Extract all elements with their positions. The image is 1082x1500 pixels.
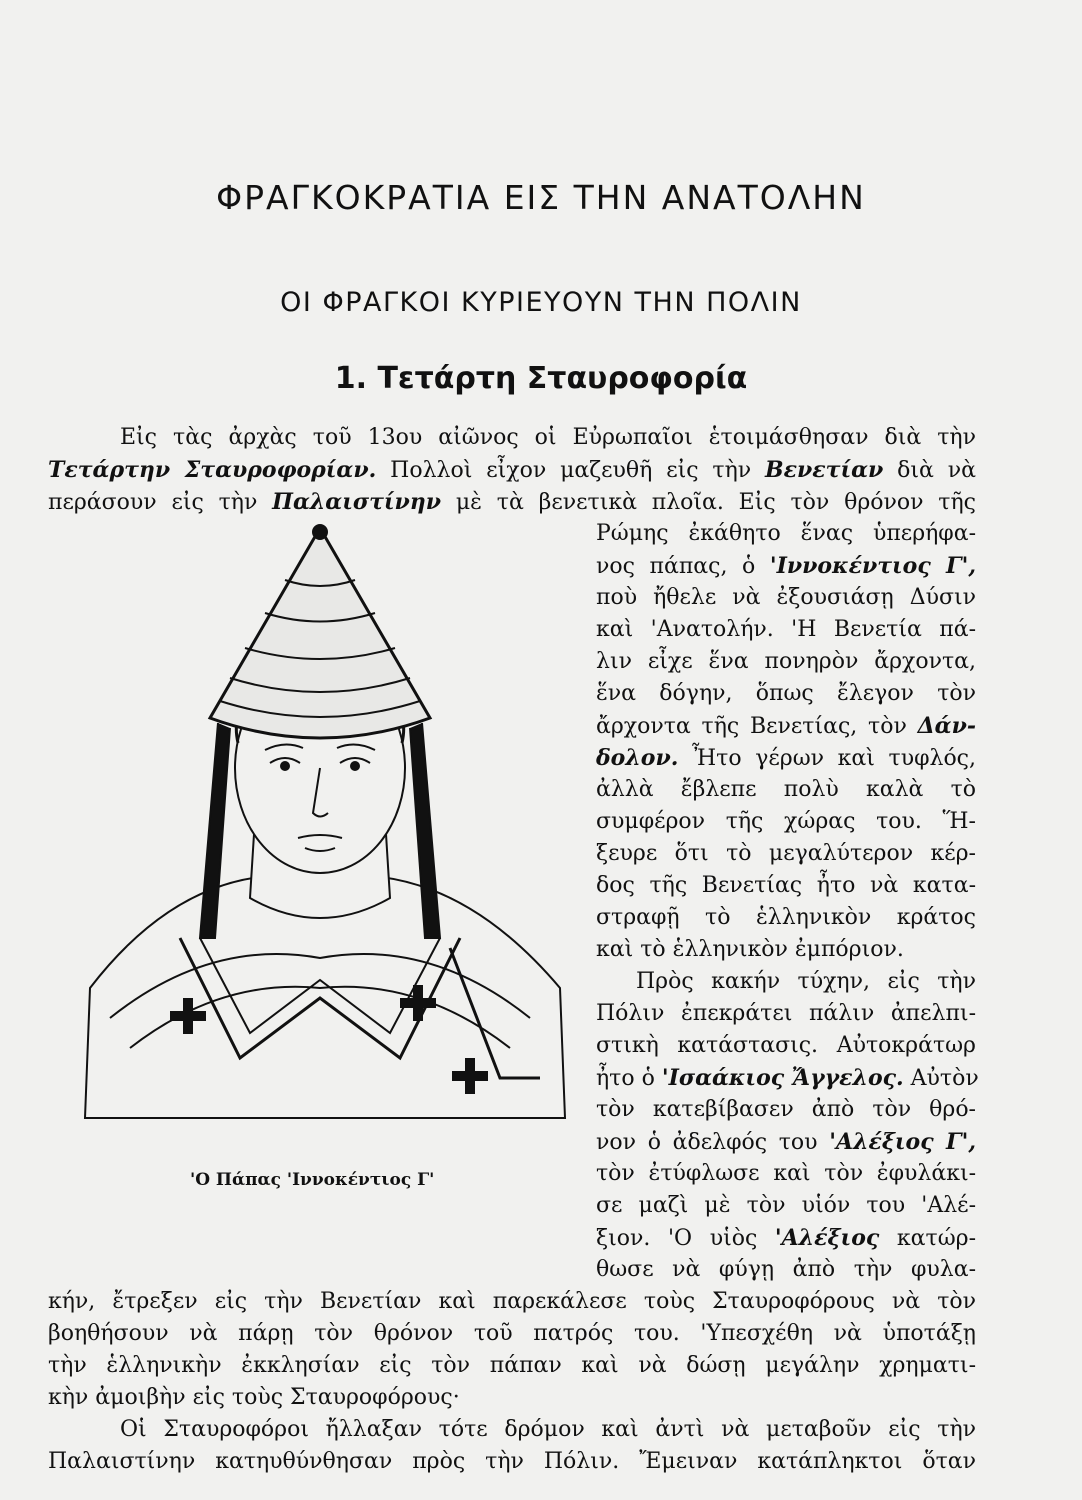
- text-line: Εἰς τὰς ἀρχὰς τοῦ 13ου αἰῶνος οἱ Εὐρωπαῖοι ἑτοιμάσθησαν διὰ τὴν: [120, 425, 976, 450]
- text-line: σε μαζὶ μὲ τὸν υἱόν του 'Αλέ-: [596, 1193, 976, 1218]
- text-line: λιν εἶχε ἕνα πονηρὸν ἄρχοντα,: [596, 649, 976, 674]
- text-line: ποὺ ἤθελε νὰ ἐξουσιάσῃ Δύσιν: [596, 585, 976, 610]
- text-line: Τετάρτην Σταυροφορίαν. Πολλοὶ εἶχον μαζευθῆ εἰς τὴν Βενετίαν διὰ νὰ: [48, 457, 976, 483]
- figure-caption: 'Ο Πάπας 'Ιννοκέντιος Γ': [190, 1170, 435, 1190]
- text-line: συμφέρον τῆς χώρας του. Ἥ-: [596, 809, 976, 834]
- text-line: νος πάπας, ὁ 'Ιννοκέντιος Γ',: [596, 553, 976, 579]
- text-line: Ρώμης ἐκάθητο ἕνας ὑπερήφα-: [596, 521, 976, 546]
- pope-portrait-illustration: [70, 518, 570, 1158]
- text-line: ἀλλὰ ἔβλεπε πολὺ καλὰ τὸ: [596, 777, 976, 802]
- text-line: τὸν ἐτύφλωσε καὶ τὸν ἐφυλάκι-: [596, 1161, 976, 1186]
- section-title: 1. Τετάρτη Σταυροφορία: [334, 361, 748, 396]
- text-line: δολον. Ἦτο γέρων καὶ τυφλός,: [596, 745, 976, 771]
- text-line: κὴν ἀμοιβὴν εἰς τοὺς Σταυροφόρους·: [48, 1385, 460, 1410]
- text-line: ἄρχοντα τῆς Βενετίας, τὸν Δάν-: [596, 713, 976, 739]
- text-line: θωσε νὰ φύγῃ ἀπὸ τὴν φυλα-: [596, 1257, 976, 1282]
- text-line: στραφῇ τὸ ἑλληνικὸν κράτος: [596, 905, 976, 930]
- text-line: Πόλιν ἐπεκράτει πάλιν ἀπελπι-: [596, 1001, 976, 1026]
- text-line: κήν, ἔτρεξεν εἰς τὴν Βενετίαν καὶ παρεκάλεσε τοὺς Σταυροφόρους νὰ τὸν: [48, 1289, 976, 1314]
- text-line: ἕνα δόγην, ὅπως ἔλεγον τὸν: [596, 681, 976, 706]
- chapter-title: ΟΙ ΦΡΑΓΚΟΙ ΚΥΡΙΕΥΟΥΝ ΤΗΝ ΠΟΛΙΝ: [280, 287, 802, 318]
- text-line: ξιον. 'Ο υἱὸς 'Αλέξιος κατώρ-: [596, 1225, 976, 1251]
- text-line: βοηθήσουν νὰ πάρῃ τὸν θρόνον τοῦ πατρός του. 'Υπεσχέθη νὰ ὑποτάξῃ: [48, 1321, 976, 1346]
- text-line: καὶ τὸ ἑλληνικὸν ἐμπόριον.: [596, 937, 904, 962]
- text-line: τὸν κατεβίβασεν ἀπὸ τὸν θρό-: [596, 1097, 976, 1122]
- text-line: περάσουν εἰς τὴν Παλαιστίνην μὲ τὰ βενετικὰ πλοῖα. Εἰς τὸν θρόνον τῆς: [48, 489, 976, 515]
- text-line: Πρὸς κακήν τύχην, εἰς τὴν: [636, 969, 976, 994]
- text-line: καὶ 'Ανατολήν. 'Η Βενετία πά-: [596, 617, 976, 642]
- text-line: νον ὁ ἀδελφός του 'Αλέξιος Γ',: [596, 1129, 976, 1155]
- text-line: ξευρε ὅτι τὸ μεγαλύτερον κέρ-: [596, 841, 976, 866]
- page-title: ΦΡΑΓΚΟΚΡΑΤΙΑ ΕΙΣ ΤΗΝ ΑΝΑΤΟΛΗΝ: [216, 178, 866, 217]
- text-line: τὴν ἑλληνικὴν ἐκκλησίαν εἰς τὸν πάπαν καὶ νὰ δώσῃ μεγάλην χρηματι-: [48, 1353, 976, 1378]
- text-line: στικὴ κατάστασις. Αὐτοκράτωρ: [596, 1033, 976, 1058]
- text-line: Οἱ Σταυροφόροι ἤλλαξαν τότε δρόμον καὶ ἀντὶ νὰ μεταβοῦν εἰς τὴν: [120, 1417, 976, 1442]
- text-line: Παλαιστίνην κατηυθύνθησαν πρὸς τὴν Πόλιν. Ἔμειναν κατάπληκτοι ὅταν: [48, 1449, 976, 1474]
- text-line: ἦτο ὁ 'Ισαάκιος Ἄγγελος. Αὐτὸν: [596, 1065, 979, 1091]
- text-line: δος τῆς Βενετίας ἦτο νὰ κατα-: [596, 873, 976, 898]
